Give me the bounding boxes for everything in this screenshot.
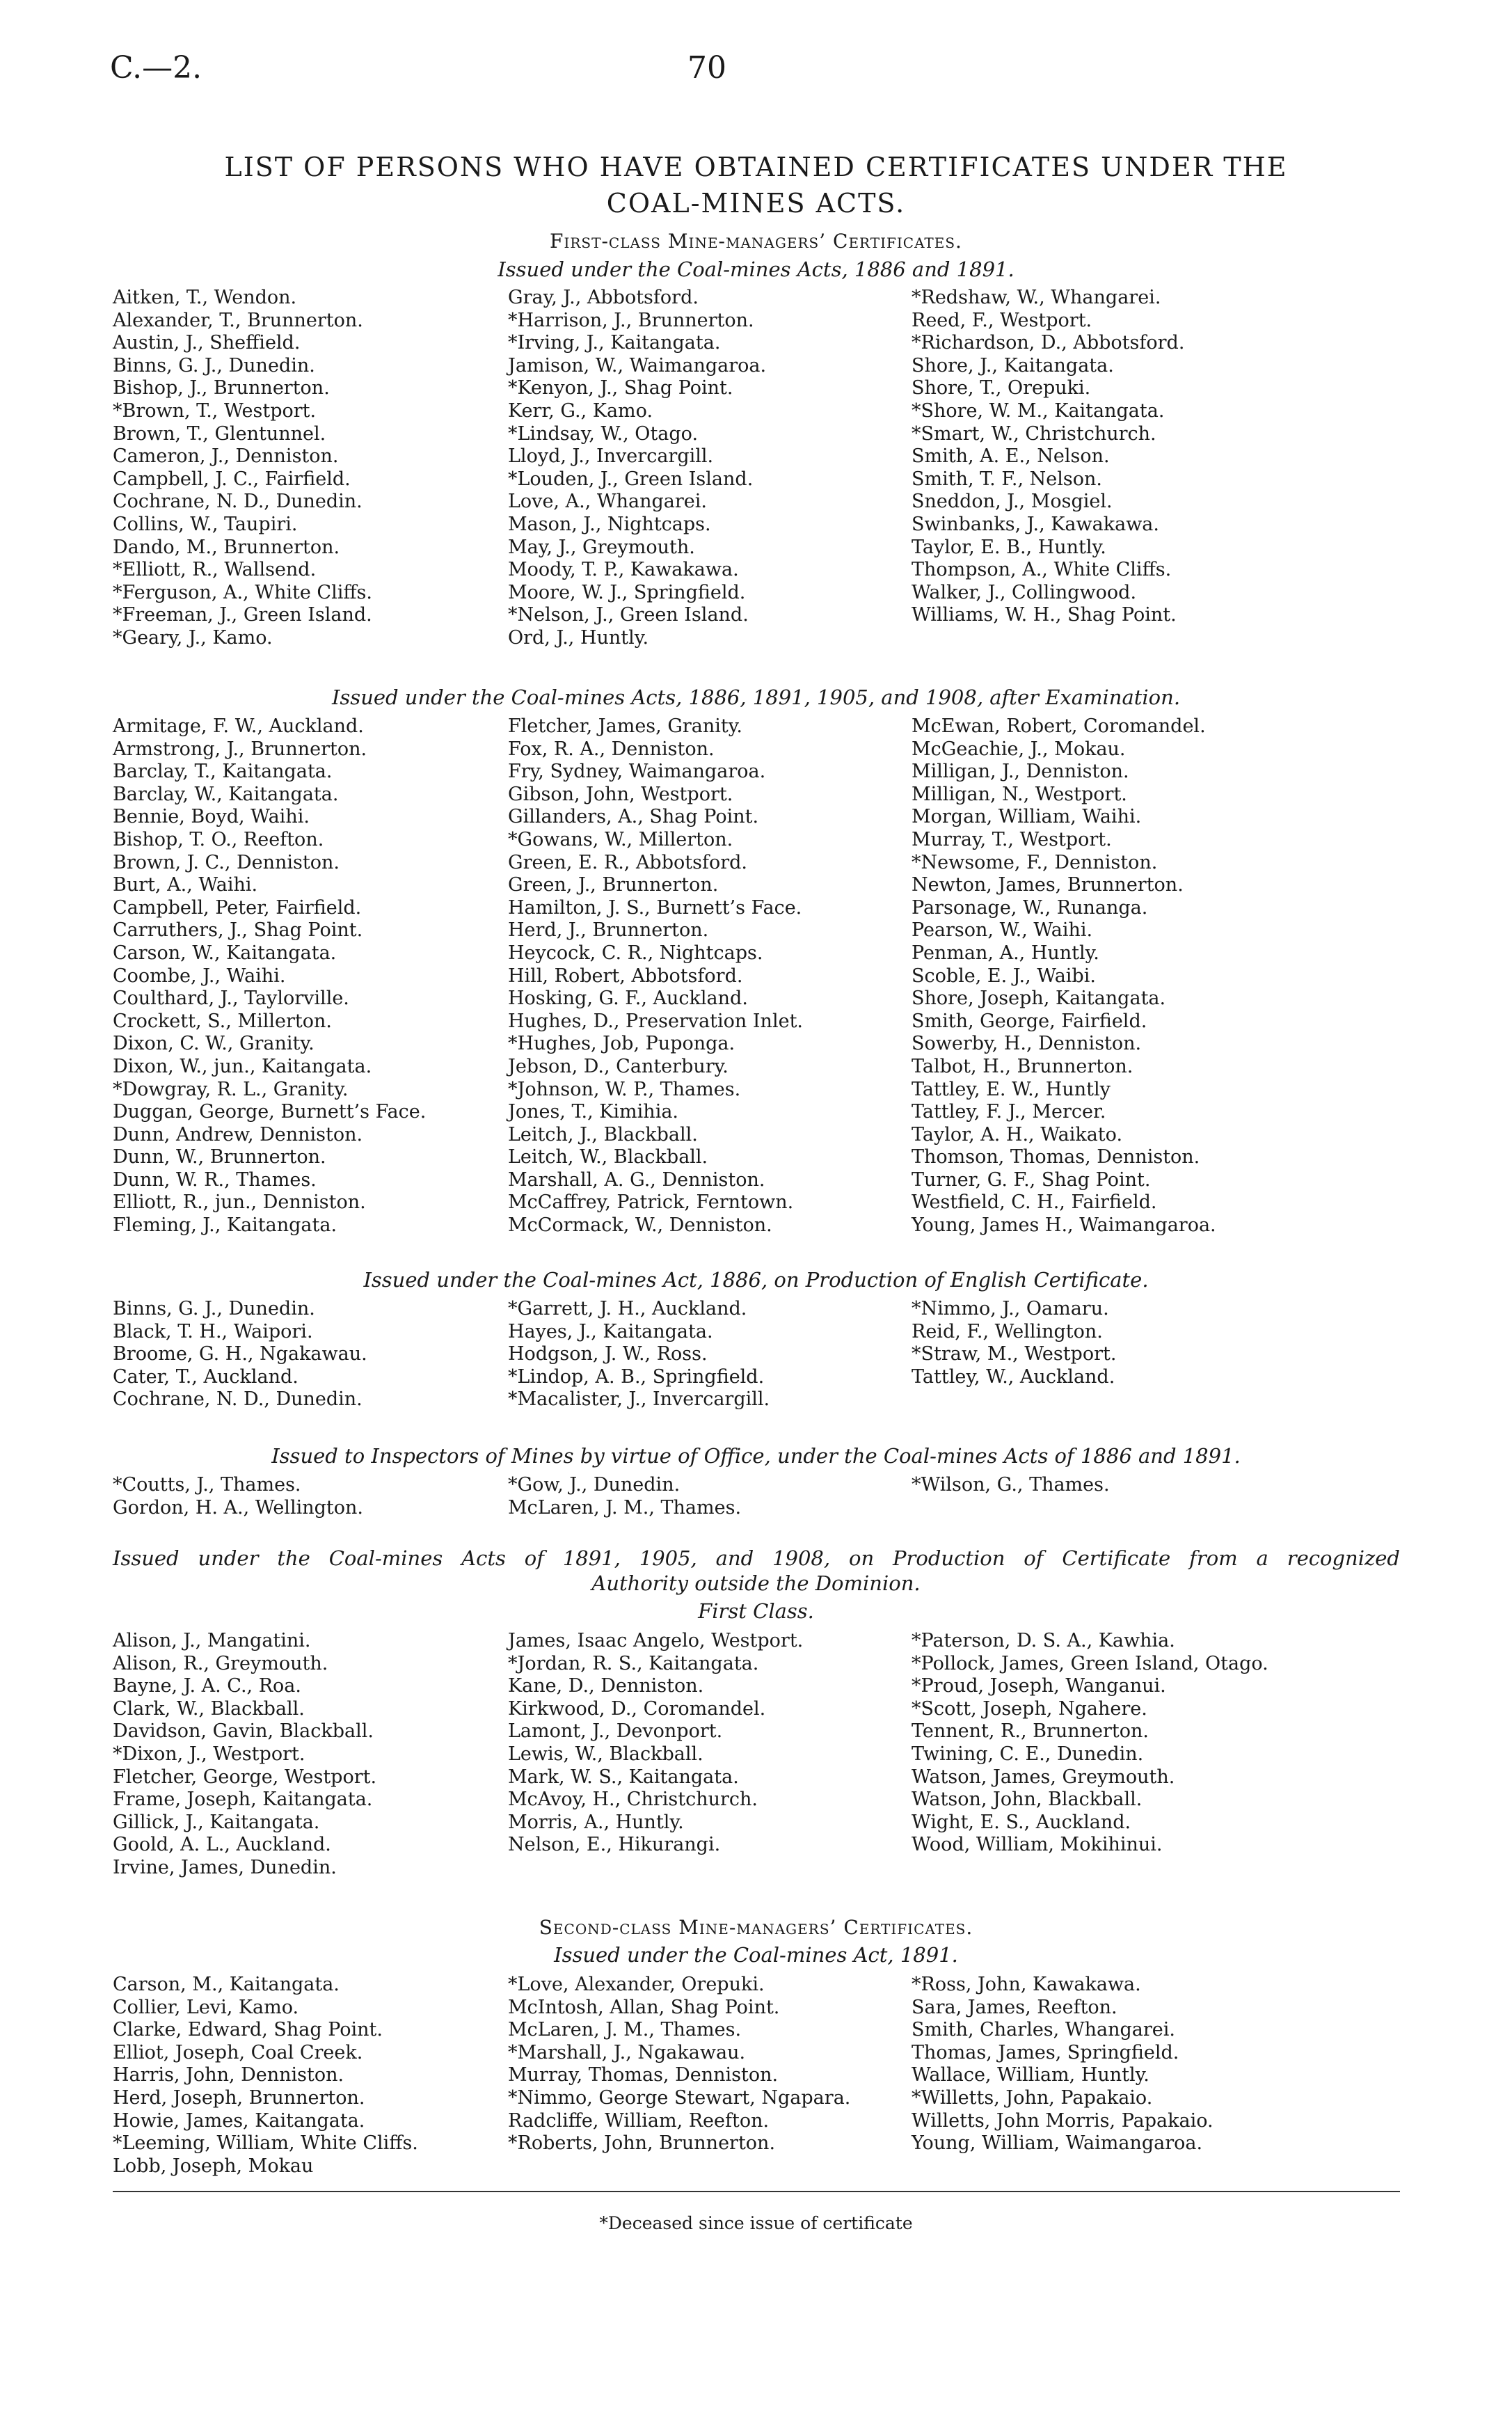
list-item: Binns, G. J., Dunedin. <box>113 354 315 377</box>
list-item: Carson, M., Kaitangata. <box>113 1974 340 1995</box>
name-column <box>113 287 372 650</box>
list-item: Dixon, C. W., Granity. <box>113 1033 315 1055</box>
list-item: Fleming, J., Kaitangata. <box>113 1214 337 1237</box>
list-item: *Macalister, J., Invercargill. <box>508 1388 770 1411</box>
list-item: Alison, J., Mangatini. <box>113 1630 311 1651</box>
list-item: Shore, J., Kaitangata. <box>912 354 1114 377</box>
subsection-title-5-line2: Authority outside the Dominion. <box>591 1571 921 1595</box>
list-item: Bayne, J. A. C., Roa. <box>113 1675 301 1697</box>
list-item: *Jordan, R. S., Kaitangata. <box>508 1652 759 1674</box>
list-item: *Elliott, R., Wallsend. <box>113 559 317 581</box>
list-item: Clarke, Edward, Shag Point. <box>113 2019 383 2041</box>
list-item: Walker, J., Collingwood. <box>912 581 1137 603</box>
list-item: Burt, A., Waihi. <box>113 874 258 896</box>
list-item: Thompson, A., White Cliffs. <box>912 559 1172 581</box>
list-item: Bishop, J., Brunnerton. <box>113 377 330 399</box>
list-item: McCormack, W., Denniston. <box>508 1214 772 1237</box>
list-item: *Harrison, J., Brunnerton. <box>508 309 754 331</box>
list-item: *Coutts, J., Thames. <box>113 1474 301 1496</box>
page-number: 70 <box>687 50 726 86</box>
list-item: Alexander, T., Brunnerton. <box>113 309 363 331</box>
list-item: Wood, William, Mokihinui. <box>912 1834 1163 1856</box>
list-item: Herd, J., Brunnerton. <box>508 919 709 942</box>
list-item: May, J., Greymouth. <box>508 536 695 558</box>
name-column <box>508 1630 803 1857</box>
list-item: *Ferguson, A., White Cliffs. <box>113 581 372 603</box>
name-column <box>113 715 426 1237</box>
list-item: Dunn, W. R., Thames. <box>113 1168 317 1191</box>
footer-rule <box>113 2191 1400 2192</box>
list-item: Herd, Joseph, Brunnerton. <box>113 2086 365 2109</box>
list-item: *Hughes, Job, Puponga. <box>508 1033 735 1055</box>
list-item: Broome, G. H., Ngakawau. <box>113 1343 367 1365</box>
name-column <box>912 715 1216 1237</box>
name-column <box>113 1974 418 2178</box>
list-item: *Richardson, D., Abbotsford. <box>912 332 1185 354</box>
list-item: Fox, R. A., Denniston. <box>508 738 715 760</box>
list-item: Collier, Levi, Kamo. <box>113 1996 299 2018</box>
name-column <box>508 1298 770 1411</box>
list-item: Reid, F., Wellington. <box>912 1320 1103 1342</box>
list-item: Kerr, G., Kamo. <box>508 399 653 422</box>
list-item: Pearson, W., Waihi. <box>912 919 1093 942</box>
list-item: Mason, J., Nightcaps. <box>508 513 711 535</box>
list-item: *Marshall, J., Ngakawau. <box>508 2041 746 2063</box>
list-item: Gray, J., Abbotsford. <box>508 287 699 308</box>
list-item: Howie, James, Kaitangata. <box>113 2109 365 2132</box>
list-item: Cochrane, N. D., Dunedin. <box>113 1388 363 1411</box>
list-item: *Wilson, G., Thames. <box>912 1474 1110 1496</box>
list-item: McCaffrey, Patrick, Ferntown. <box>508 1191 794 1214</box>
list-item: Austin, J., Sheffield. <box>113 332 301 354</box>
list-item: Twining, C. E., Dunedin. <box>912 1743 1144 1765</box>
list-item: Talbot, H., Brunnerton. <box>912 1055 1133 1077</box>
list-item: Campbell, Peter, Fairfield. <box>113 896 362 919</box>
list-item: Hayes, J., Kaitangata. <box>508 1320 713 1342</box>
name-column <box>912 287 1184 627</box>
list-item: Hill, Robert, Abbotsford. <box>508 965 743 987</box>
list-item: McGeachie, J., Mokau. <box>912 738 1126 760</box>
subsection-title-second-class: Issued under the Coal-mines Act, 1891. <box>554 1943 958 1967</box>
list-item: Tattley, F. J., Mercer. <box>912 1101 1106 1123</box>
list-item: Elliott, R., jun., Denniston. <box>113 1191 366 1214</box>
list-item: *Lindop, A. B., Springfield. <box>508 1365 765 1388</box>
list-item: Armstrong, J., Brunnerton. <box>113 738 367 760</box>
list-item: Watson, James, Greymouth. <box>912 1766 1175 1788</box>
list-item: *Love, Alexander, Orepuki. <box>508 1974 765 1995</box>
list-item: Taylor, A. H., Waikato. <box>912 1123 1123 1146</box>
list-item: *Shore, W. M., Kaitangata. <box>912 399 1165 422</box>
list-item: Lewis, W., Blackball. <box>508 1743 703 1765</box>
list-item: Turner, G. F., Shag Point. <box>912 1168 1151 1191</box>
list-item: Dunn, Andrew, Denniston. <box>113 1123 363 1146</box>
list-item: *Dixon, J., Westport. <box>113 1743 305 1765</box>
section-heading-first-class: First-class Mine-managers’ Certificates. <box>550 230 962 253</box>
list-item: Moody, T. P., Kawakawa. <box>508 559 739 581</box>
list-item: *Geary, J., Kamo. <box>113 626 273 649</box>
list-item: Penman, A., Huntly. <box>912 942 1099 964</box>
name-column <box>113 1298 367 1411</box>
list-item: *Lindsay, W., Otago. <box>508 422 699 445</box>
list-item: Sara, James, Reefton. <box>912 1996 1117 2018</box>
list-item: Dixon, W., jun., Kaitangata. <box>113 1055 372 1077</box>
list-item: Clark, W., Blackball. <box>113 1697 305 1720</box>
list-item: Campbell, J. C., Fairfield. <box>113 468 351 490</box>
list-item: Hosking, G. F., Auckland. <box>508 988 748 1010</box>
list-item: Coombe, J., Waihi. <box>113 965 286 987</box>
list-item: Jones, T., Kimihia. <box>508 1101 679 1123</box>
list-item: *Willetts, John, Papakaio. <box>912 2086 1153 2109</box>
subsection-title-5: Issued under the Coal-mines Acts of 1891, 1905, and 1908, on Production of Certificate from a recognized <box>113 1546 1400 1570</box>
list-item: Duggan, George, Burnett’s Face. <box>113 1101 427 1123</box>
list-item: Gordon, H. A., Wellington. <box>113 1496 363 1519</box>
list-item: *Louden, J., Green Island. <box>508 468 754 490</box>
list-item: Carruthers, J., Shag Point. <box>113 919 363 942</box>
list-item: Young, William, Waimangaroa. <box>912 2132 1203 2155</box>
list-item: Tattley, E. W., Huntly <box>912 1078 1111 1100</box>
list-item: *Nelson, J., Green Island. <box>508 604 749 626</box>
list-item: Aitken, T., Wendon. <box>113 287 297 308</box>
list-item: *Johnson, W. P., Thames. <box>508 1078 741 1100</box>
list-item: Green, J., Brunnerton. <box>508 874 719 896</box>
list-item: Elliot, Joseph, Coal Creek. <box>113 2041 363 2063</box>
list-item: Marshall, A. G., Denniston. <box>508 1168 765 1191</box>
list-item: Young, James H., Waimangaroa. <box>912 1214 1216 1237</box>
list-item: Reed, F., Westport. <box>912 309 1092 331</box>
list-item: *Roberts, John, Brunnerton. <box>508 2132 776 2155</box>
list-item: Harris, John, Denniston. <box>113 2064 344 2086</box>
list-item: *Brown, T., Westport. <box>113 399 317 422</box>
list-item: Morris, A., Huntly. <box>508 1811 684 1833</box>
list-item: *Garrett, J. H., Auckland. <box>508 1298 747 1319</box>
list-item: *Dowgray, R. L., Granity. <box>113 1078 349 1100</box>
name-column <box>508 287 766 650</box>
list-item: Willetts, John Morris, Papakaio. <box>912 2109 1213 2132</box>
list-item: *Straw, M., Westport. <box>912 1343 1117 1365</box>
list-item: McLaren, J. M., Thames. <box>508 1496 742 1519</box>
name-column <box>508 1974 850 2155</box>
list-item: Kane, D., Denniston. <box>508 1675 704 1697</box>
name-column <box>912 1630 1268 1857</box>
list-item: Sowerby, H., Denniston. <box>912 1033 1142 1055</box>
list-item: Jamison, W., Waimangaroa. <box>508 354 767 377</box>
list-item: *Pollock, James, Green Island, Otago. <box>912 1652 1268 1674</box>
list-item: Lobb, Joseph, Mokau <box>113 2155 314 2177</box>
list-item: Watson, John, Blackball. <box>912 1789 1143 1811</box>
list-item: *Irving, J., Kaitangata. <box>508 332 721 354</box>
list-item: Hughes, D., Preservation Inlet. <box>508 1010 803 1032</box>
list-item: Westfield, C. H., Fairfield. <box>912 1191 1157 1214</box>
page-title-line2: COAL-MINES ACTS. <box>606 188 906 219</box>
list-item: Tennent, R., Brunnerton. <box>912 1720 1149 1743</box>
list-item: Gillanders, A., Shag Point. <box>508 806 759 828</box>
list-item: Fry, Sydney, Waimangaroa. <box>508 761 766 783</box>
list-item: Goold, A. L., Auckland. <box>113 1834 331 1856</box>
list-item: Bennie, Boyd, Waihi. <box>113 806 310 828</box>
list-item: Swinbanks, J., Kawakawa. <box>912 513 1159 535</box>
list-item: Parsonage, W., Runanga. <box>912 896 1148 919</box>
list-item: *Kenyon, J., Shag Point. <box>508 377 733 399</box>
list-item: Black, T. H., Waipori. <box>113 1320 313 1342</box>
list-item: *Newsome, F., Denniston. <box>912 851 1158 873</box>
list-item: Love, A., Whangarei. <box>508 491 707 513</box>
list-item: *Scott, Joseph, Ngahere. <box>912 1697 1147 1720</box>
list-item: Milligan, N., Westport. <box>912 783 1127 805</box>
name-column <box>912 1298 1116 1388</box>
list-item: Thomas, James, Springfield. <box>912 2041 1179 2063</box>
list-item: Fletcher, James, Granity. <box>508 715 743 737</box>
list-item: Cater, T., Auckland. <box>113 1365 299 1388</box>
subsection-title-4: Issued to Inspectors of Mines by virtue of Office, under the Coal-mines Acts of 1886 and 1891. <box>271 1444 1241 1468</box>
name-column <box>912 1474 1110 1497</box>
list-item: *Smart, W., Christchurch. <box>912 422 1156 445</box>
list-item: Tattley, W., Auckland. <box>912 1365 1115 1388</box>
list-item: Bishop, T. O., Reefton. <box>113 828 324 850</box>
list-item: Dando, M., Brunnerton. <box>113 536 340 558</box>
list-item: McEwan, Robert, Coromandel. <box>912 715 1206 737</box>
list-item: Binns, G. J., Dunedin. <box>113 1298 315 1319</box>
list-item: Leitch, J., Blackball. <box>508 1123 698 1146</box>
list-item: Leitch, W., Blackball. <box>508 1146 708 1168</box>
list-item: Milligan, J., Denniston. <box>912 761 1129 783</box>
list-item: *Gow, J., Dunedin. <box>508 1474 681 1496</box>
list-item: Sneddon, J., Mosgiel. <box>912 491 1113 513</box>
list-item: Ord, J., Huntly. <box>508 626 649 649</box>
list-item: Newton, James, Brunnerton. <box>912 874 1184 896</box>
list-item: Lloyd, J., Invercargill. <box>508 445 714 468</box>
list-item: James, Isaac Angelo, Westport. <box>508 1630 804 1651</box>
list-item: Armitage, F. W., Auckland. <box>113 715 364 737</box>
list-item: Shore, T., Orepuki. <box>912 377 1091 399</box>
list-item: *Freeman, J., Green Island. <box>113 604 372 626</box>
list-item: Williams, W. H., Shag Point. <box>912 604 1177 626</box>
list-item: Moore, W. J., Springfield. <box>508 581 746 603</box>
list-item: *Nimmo, J., Oamaru. <box>912 1298 1109 1319</box>
list-item: Carson, W., Kaitangata. <box>113 942 337 964</box>
name-column <box>508 715 803 1237</box>
list-item: *Ross, John, Kawakawa. <box>912 1974 1141 1995</box>
list-item: Irvine, James, Dunedin. <box>113 1856 337 1878</box>
list-item: Heycock, C. R., Nightcaps. <box>508 942 763 964</box>
name-column <box>912 1974 1213 2155</box>
footnote: *Deceased since issue of certificate <box>599 2213 913 2233</box>
section-heading-second-class: Second-class Mine-managers’ Certificates. <box>539 1916 973 1939</box>
list-item: Scoble, E. J., Waibi. <box>912 965 1096 987</box>
list-item: *Redshaw, W., Whangarei. <box>912 287 1161 308</box>
list-item: Hamilton, J. S., Burnett’s Face. <box>508 896 802 919</box>
list-item: Wight, E. S., Auckland. <box>912 1811 1131 1833</box>
subsection-title-3: Issued under the Coal-mines Act, 1886, on Production of English Certificate. <box>363 1268 1149 1292</box>
list-item: Murray, T., Westport. <box>912 828 1112 850</box>
list-item: Alison, R., Greymouth. <box>113 1652 328 1674</box>
page-title: LIST OF PERSONS WHO HAVE OBTAINED CERTIFICATES UNDER THE <box>224 152 1288 182</box>
list-item: Barclay, T., Kaitangata. <box>113 761 333 783</box>
list-item: Shore, Joseph, Kaitangata. <box>912 988 1166 1010</box>
list-item: Brown, J. C., Denniston. <box>113 851 340 873</box>
list-item: Brown, T., Glentunnel. <box>113 422 326 445</box>
list-item: Barclay, W., Kaitangata. <box>113 783 339 805</box>
list-item: Hodgson, J. W., Ross. <box>508 1343 708 1365</box>
list-item: Mark, W. S., Kaitangata. <box>508 1766 739 1788</box>
subsection-title-2: Issued under the Coal-mines Acts, 1886, 1891, 1905, and 1908, after Examination. <box>331 685 1181 709</box>
list-item: Cameron, J., Denniston. <box>113 445 339 468</box>
list-item: *Nimmo, George Stewart, Ngapara. <box>508 2086 851 2109</box>
name-column <box>113 1474 363 1519</box>
list-item: Coulthard, J., Taylorville. <box>113 988 349 1010</box>
list-item: Frame, Joseph, Kaitangata. <box>113 1789 373 1811</box>
list-item: Lamont, J., Devonport. <box>508 1720 723 1743</box>
list-item: Smith, T. F., Nelson. <box>912 468 1102 490</box>
list-item: McAvoy, H., Christchurch. <box>508 1789 758 1811</box>
list-item: Thomson, Thomas, Denniston. <box>912 1146 1200 1168</box>
list-item: Fletcher, George, Westport. <box>113 1766 377 1788</box>
list-item: *Proud, Joseph, Wanganui. <box>912 1675 1166 1697</box>
list-item: Morgan, William, Waihi. <box>912 806 1142 828</box>
subsection-title-1: Issued under the Coal-mines Acts, 1886 and 1891. <box>498 257 1014 281</box>
list-item: Gibson, John, Westport. <box>508 783 733 805</box>
list-item: Davidson, Gavin, Blackball. <box>113 1720 374 1743</box>
list-item: Collins, W., Taupiri. <box>113 513 298 535</box>
list-item: Taylor, E. B., Huntly. <box>912 536 1106 558</box>
list-item: Murray, Thomas, Denniston. <box>508 2064 779 2086</box>
list-item: Nelson, E., Hikurangi. <box>508 1834 721 1856</box>
list-item: Gillick, J., Kaitangata. <box>113 1811 320 1833</box>
list-item: Dunn, W., Brunnerton. <box>113 1146 326 1168</box>
document-code: C.—2. <box>110 50 202 86</box>
list-item: Smith, A. E., Nelson. <box>912 445 1110 468</box>
list-item: McLaren, J. M., Thames. <box>508 2019 742 2041</box>
list-item: *Gowans, W., Millerton. <box>508 828 733 850</box>
list-item: McIntosh, Allan, Shag Point. <box>508 1996 780 2018</box>
list-item: *Paterson, D. S. A., Kawhia. <box>912 1630 1175 1651</box>
list-item: Radcliffe, William, Reefton. <box>508 2109 770 2132</box>
list-item: Jebson, D., Canterbury. <box>508 1055 729 1077</box>
list-item: Crockett, S., Millerton. <box>113 1010 332 1032</box>
list-item: Wallace, William, Huntly. <box>912 2064 1149 2086</box>
list-item: Smith, Charles, Whangarei. <box>912 2019 1175 2041</box>
list-item: Green, E. R., Abbotsford. <box>508 851 747 873</box>
name-column <box>508 1474 741 1519</box>
list-item: Kirkwood, D., Coromandel. <box>508 1697 766 1720</box>
name-column <box>113 1630 376 1880</box>
subsection-subtitle: First Class. <box>698 1599 814 1623</box>
list-item: *Leeming, William, White Cliffs. <box>113 2132 418 2155</box>
list-item: Smith, George, Fairfield. <box>912 1010 1147 1032</box>
list-item: Cochrane, N. D., Dunedin. <box>113 491 363 513</box>
